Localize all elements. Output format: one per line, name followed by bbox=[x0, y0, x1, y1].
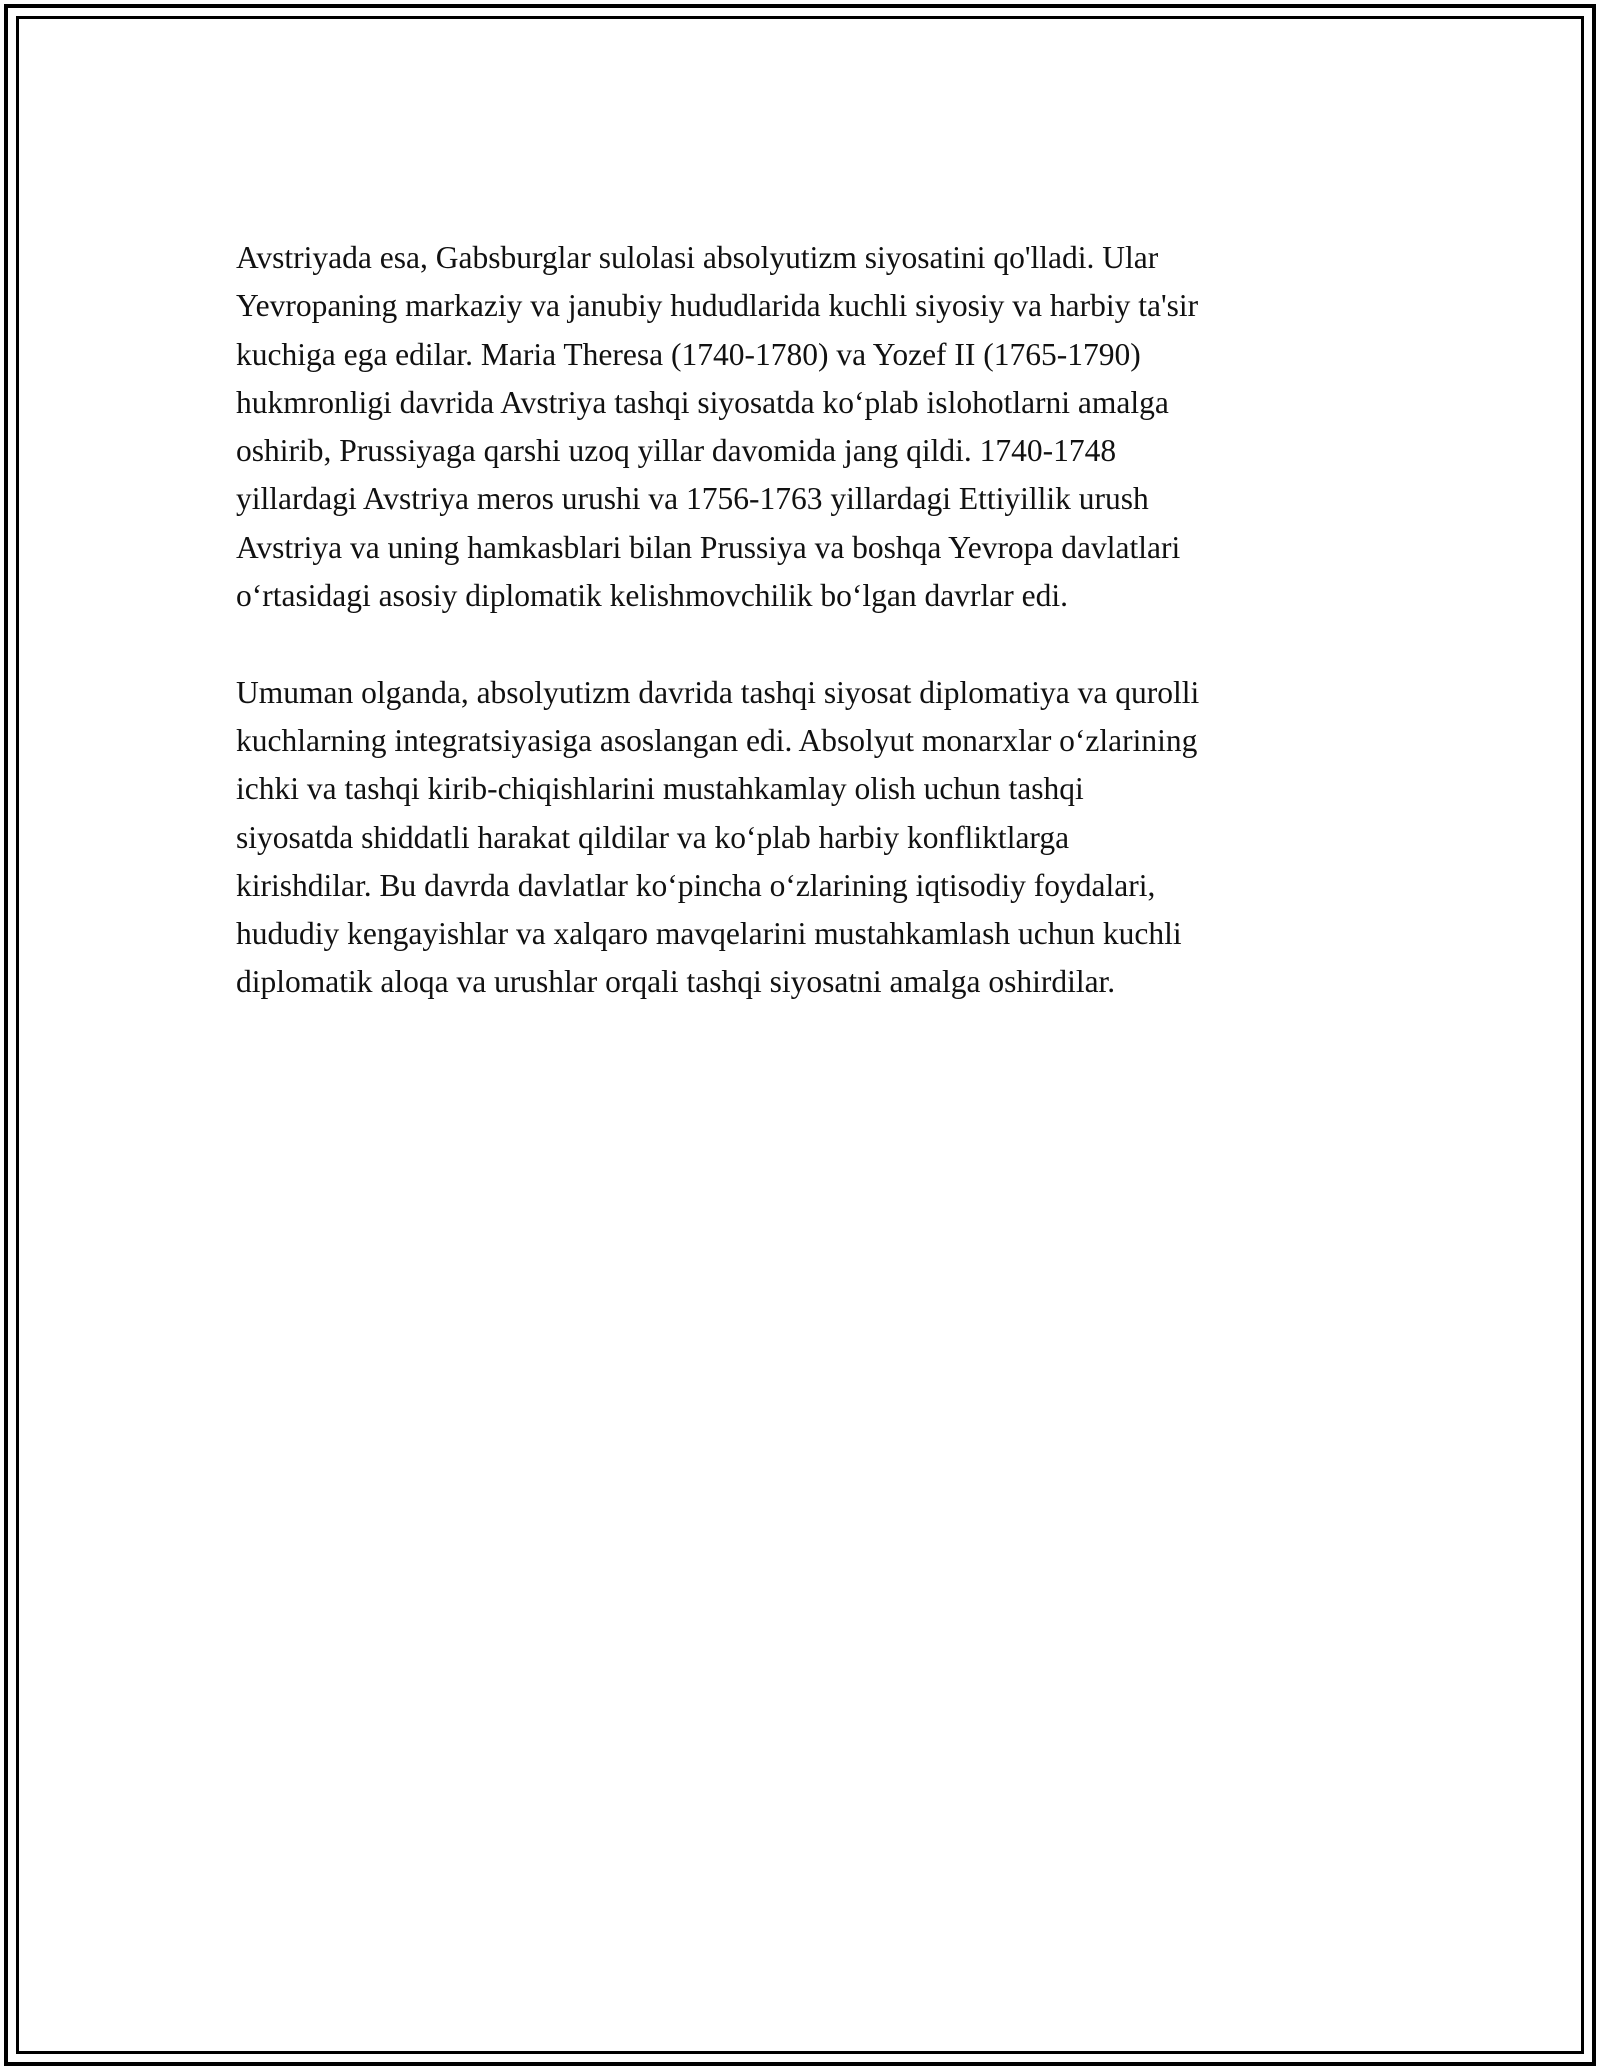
page-body bbox=[236, 234, 1386, 1007]
paragraph-line: kirishdilar. Bu davrda davlatlar ko‘pincha o‘zlarining iqtisodiy foydalari, bbox=[236, 867, 1156, 903]
paragraph-line: hukmronligi davrida Avstriya tashqi siyosatda ko‘plab islohotlarni amalga bbox=[236, 384, 1169, 420]
paragraph-line: diplomatik aloqa va urushlar orqali tashqi siyosatni amalga oshirdilar. bbox=[236, 964, 1116, 1000]
paragraph-line: siyosatda shiddatli harakat qildilar va ko‘plab harbiy konfliktlarga bbox=[236, 819, 1070, 855]
paragraph-line: oshirib, Prussiyaga qarshi uzoq yillar davomida jang qildi. 1740-1748 bbox=[236, 433, 1117, 469]
paragraph-line: Yevropaning markaziy va janubiy hududlarida kuchli siyosiy va harbiy ta'sir bbox=[236, 288, 1199, 324]
paragraph-austria bbox=[236, 234, 1386, 620]
paragraph-summary bbox=[236, 669, 1386, 1007]
paragraph-line: yillardagi Avstriya meros urushi va 1756-1763 yillardagi Ettiyillik urush bbox=[236, 481, 1149, 517]
paragraph-line: hududiy kengayishlar va xalqaro mavqelarini mustahkamlash uchun kuchli bbox=[236, 916, 1182, 952]
paragraph-line: Avstriyada esa, Gabsburglar sulolasi absolyutizm siyosatini qo'lladi. Ular bbox=[236, 240, 1159, 275]
paragraph-line: kuchlarning integratsiyasiga asoslangan edi. Absolyut monarxlar o‘zlarining bbox=[236, 722, 1198, 758]
paragraph-line: o‘rtasidagi asosiy diplomatik kelishmovchilik bo‘lgan davrlar edi. bbox=[236, 578, 1068, 614]
paragraph-line: Umuman olganda, absolyutizm davrida tashqi siyosat diplomatiya va qurolli bbox=[236, 674, 1200, 710]
paragraph-line: Avstriya va uning hamkasblari bilan Prussiya va boshqa Yevropa davlatlari bbox=[236, 529, 1181, 565]
paragraph-line: kuchiga ega edilar. Maria Theresa (1740-1780) va Yozef II (1765-1790) bbox=[236, 336, 1141, 372]
paragraph-line: ichki va tashqi kirib-chiqishlarini mustahkamlay olish uchun tashqi bbox=[236, 771, 1084, 807]
